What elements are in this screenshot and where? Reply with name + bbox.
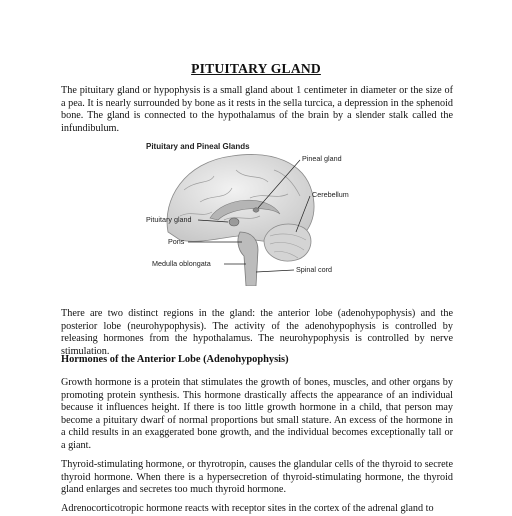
anterior-lobe-heading: Hormones of the Anterior Lobe (Adenohypophysis) [61,354,289,365]
pituitary-shape [229,218,239,226]
growth-hormone-paragraph: Growth hormone is a protein that stimulates the growth of bones, muscles, and other organs by promoting protein synthesis. This hormone drastically affects the appearance of an individual because it influences height. If there is too little growth hormone in a child, that person may become a pituitary dwarf of normal proportions but small stature. An excess of the hormone in a child results in an exaggerated bone growth, and the individual becomes exceptionally tall or a giant. [61,377,453,451]
cerebellum-shape [264,224,311,261]
figure-title: Pituitary and Pineal Glands [146,142,250,151]
label-cerebellum: Cerebellum [312,190,349,199]
brainstem-shape [238,232,258,286]
intro-paragraph: The pituitary gland or hypophysis is a small gland about 1 centimeter in diameter or the size of a pea. It is nearly surrounded by bone as it rests in the sella turcica, a depression in the sphenoid bone. The gland is connected to the hypothalamus of the brain by a slender stalk called the infundibulum. [61,85,453,134]
pineal-shape [253,208,259,212]
brain-figure [140,140,372,286]
label-pituitary-gland: Pituitary gland [146,215,192,224]
label-medulla-oblongata: Medulla oblongata [152,259,211,268]
label-pineal-gland: Pineal gland [302,154,342,163]
label-spinal-cord: Spinal cord [296,265,332,274]
thyroid-hormone-paragraph: Thyroid-stimulating hormone, or thyrotropin, causes the glandular cells of the thyroid to secrete thyroid hormone. When there is a hypersecretion of thyroid-stimulating hormone, the thyroid gland enlarges and secretes too much thyroid hormone. [61,459,453,496]
label-pons: Pons [168,237,185,246]
page-title: PITUITARY GLAND [191,61,321,76]
acth-paragraph: Adrenocorticotropic hormone reacts with receptor sites in the cortex of the adrenal gland to [61,503,434,514]
regions-paragraph: There are two distinct regions in the gland: the anterior lobe (adenohypophysis) and the posterior lobe (neurohypophysis). The activity of the adenohypophysis is controlled by releasing hormones from the hypothalamus. The neurohypophysis is controlled by nerve stimulation. [61,308,453,357]
